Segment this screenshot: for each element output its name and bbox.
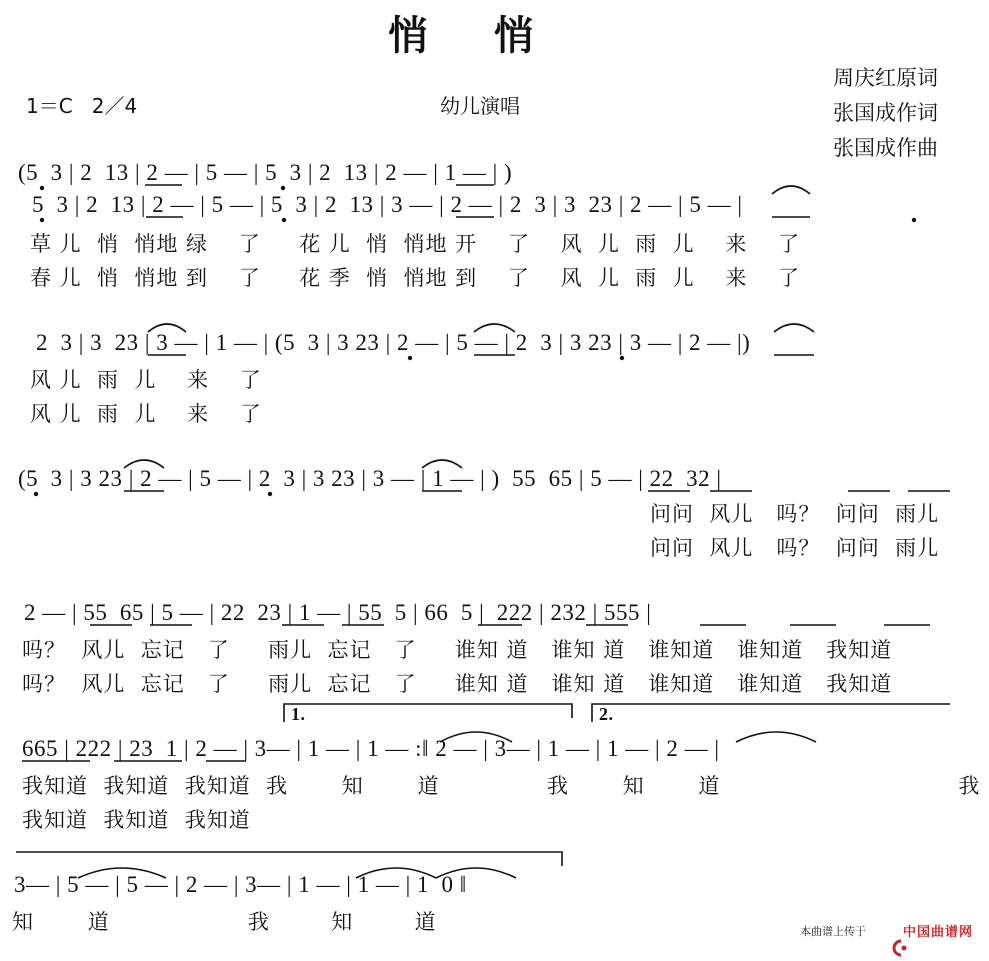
octave-dot bbox=[40, 218, 44, 222]
volta-bracket-first bbox=[284, 704, 572, 722]
score-line-3-notes: 2 3 | 3 23 | 3 — | 1 — | (5 3 | 3 23 | 2 — | 5 — | 2 3 | 3 23 | 3 — | 2 — |) bbox=[36, 330, 751, 355]
octave-dot bbox=[282, 218, 286, 222]
song-title: 悄 悄 bbox=[388, 13, 536, 59]
score-line-5-lyric-2: 吗？ 风儿 忘记 了 雨儿 忘记 了 谁知 道 谁知 道 谁知道 谁知道 我知道 bbox=[22, 672, 893, 696]
score-line-7-notes: 3— | 5 — | 5 — | 2 — | 3— | 1 — | 1 — | 1 0 ‖ bbox=[14, 872, 467, 897]
slur-mark bbox=[78, 868, 166, 878]
score-line-2-notes: 5 3 | 2 13 | 2 — | 5 — | 5 3 | 2 13 | 3 — | 2 — | 2 3 | 3 23 | 2 — | 5 — | bbox=[32, 192, 743, 217]
upload-note: 本曲谱上传于 bbox=[800, 925, 866, 938]
score-line-5-notes: 2 — | 55 65 | 5 — | 22 23 | 1 — | 55 5 | 66 5 | 222 | 232 | 555 | bbox=[24, 600, 652, 625]
site-brand: 中国曲谱网 bbox=[903, 925, 974, 940]
performer-label: 幼儿演唱 bbox=[440, 94, 520, 118]
volta-bracket-continuation bbox=[16, 852, 562, 866]
credit-lyrics: 张国成作词 bbox=[833, 101, 938, 125]
slur-mark bbox=[124, 460, 164, 468]
octave-dot bbox=[620, 356, 624, 360]
slur-mark bbox=[736, 732, 816, 742]
score-line-6-lyric-2: 我知道 我知道 我知道 bbox=[22, 808, 251, 832]
score-line-1-intro: (5 3 | 2 13 | 2 — | 5 — | 5 3 | 2 13 | 2 — | 1 — | ) bbox=[18, 160, 513, 185]
slur-mark bbox=[474, 324, 515, 332]
slur-mark bbox=[774, 324, 814, 332]
score-line-4-notes: (5 3 | 3 23 | 2 — | 5 — | 2 3 | 3 23 | 3 — | 1 — | ) 55 65 | 5 — | 22 32 | bbox=[18, 466, 722, 491]
volta-bracket-second bbox=[592, 704, 950, 722]
score-line-4-lyric-1: 问问 风儿 吗？ 问问 雨儿 bbox=[650, 502, 940, 526]
octave-dot bbox=[408, 356, 412, 360]
score-line-5-lyric-1: 吗？ 风儿 忘记 了 雨儿 忘记 了 谁知 道 谁知 道 谁知道 谁知道 我知道 bbox=[22, 638, 893, 662]
score-line-6-notes: 665 | 222 | 23 1 | 2 — | 3— | 1 — | 1 — :‖ 2 — | 3— | 1 — | 1 — | 2 — | bbox=[22, 736, 720, 761]
slur-mark bbox=[422, 460, 462, 468]
octave-dot bbox=[40, 186, 44, 190]
score-line-7-lyric-1: 知 道 我 知 道 bbox=[12, 910, 437, 934]
slur-mark bbox=[772, 186, 810, 194]
slur-mark bbox=[356, 868, 436, 878]
score-line-3-lyric-2: 风 儿 雨 儿 来 了 bbox=[30, 402, 262, 426]
slur-mark bbox=[436, 868, 516, 878]
site-logo-icon bbox=[880, 920, 902, 938]
octave-dot bbox=[34, 492, 38, 496]
slur-mark bbox=[440, 732, 512, 742]
volta-first-ending-label: 1. bbox=[291, 704, 306, 724]
slur-mark bbox=[148, 324, 186, 332]
score-line-6-lyric-1: 我知道 我知道 我知道 我 知 道 我 知 道 我 bbox=[22, 774, 981, 798]
octave-dot bbox=[912, 218, 916, 222]
score-line-2-lyric-1: 草 儿 悄 悄地 绿 了 花 儿 悄 悄地 开 了 风 儿 雨 儿 来 了 bbox=[30, 232, 801, 256]
key-time-signature: 1＝C 2／4 bbox=[26, 94, 138, 118]
octave-dot bbox=[281, 186, 285, 190]
octave-dot bbox=[268, 492, 272, 496]
score-line-3-lyric-1: 风 儿 雨 儿 来 了 bbox=[30, 368, 262, 392]
credit-music: 张国成作曲 bbox=[833, 136, 938, 160]
score-line-4-lyric-2: 问问 风儿 吗？ 问问 雨儿 bbox=[650, 536, 940, 560]
score-line-2-lyric-2: 春 儿 悄 悄地 到 了 花 季 悄 悄地 到 了 风 儿 雨 儿 来 了 bbox=[30, 266, 801, 290]
volta-second-ending-label: 2. bbox=[599, 704, 614, 724]
credit-original-lyrics: 周庆红原词 bbox=[833, 66, 938, 90]
